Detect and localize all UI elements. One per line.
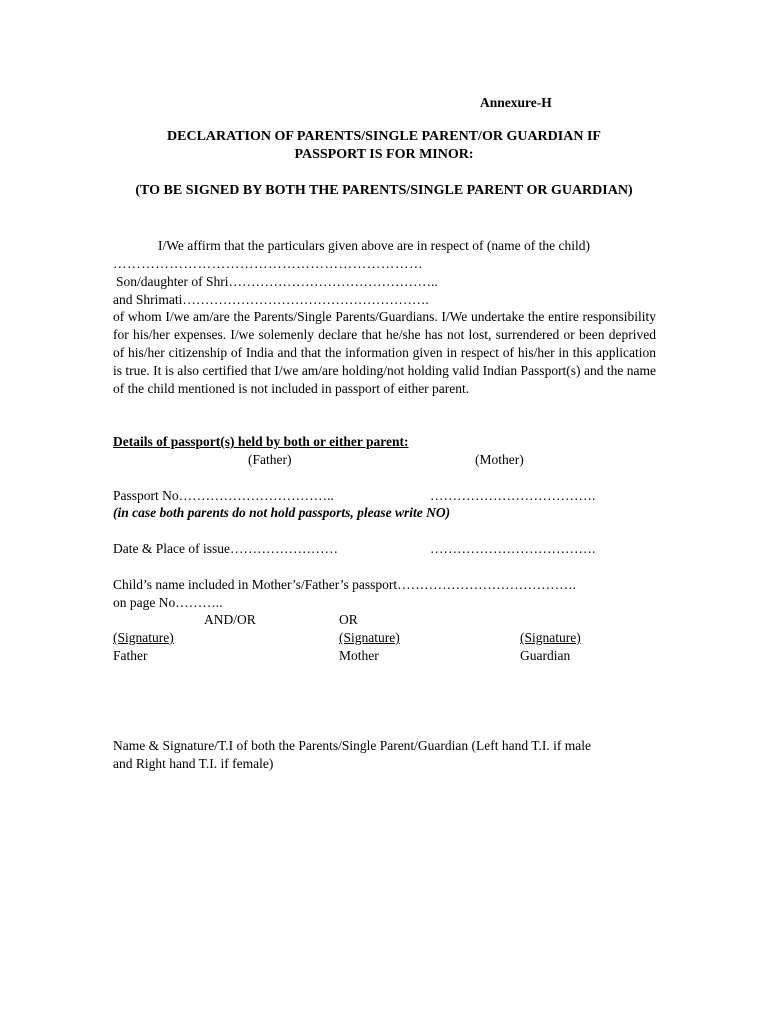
role-mother: Mother (339, 648, 379, 663)
heading-line-1: DECLARATION OF PARENTS/SINGLE PARENT/OR GUARDIAN IF (167, 129, 601, 144)
affirm-line: I/We affirm that the particulars given above are in respect of (name of the child) (158, 238, 590, 253)
childs-name-line: Child’s name included in Mother’s/Father’s passport…………………………………. (113, 577, 576, 592)
footer-line-2: and Right hand T.I. if female) (113, 756, 274, 771)
role-father: Father (113, 648, 148, 663)
shrimati-line: and Shrimati………………………………………………. (113, 292, 429, 307)
passport-note: (in case both parents do not hold passports, please write NO) (113, 505, 451, 520)
details-heading: Details of passport(s) held by both or either parent: (113, 434, 409, 449)
heading-line-3: (TO BE SIGNED BY BOTH THE PARENTS/SINGLE PARENT OR GUARDIAN) (135, 183, 633, 198)
declaration-paragraph: of whom I/we am/are the Parents/Single Parents/Guardians. I/We undertake the entire responsibility for his/her expenses. I/we solemenly declare that he/she has not lost, surrendered or been deprived of his/her citizenship of India and that the information given in respect of his/her in this application is true. It is also certified that I/we am/are holding/not holding valid Indian Passport(s) and the name of the child mentioned is not included in passport of either parent. (113, 309, 656, 396)
father-column-label: (Father) (248, 452, 292, 467)
and-or-label: AND/OR (204, 612, 256, 627)
signature-father: (Signature) (113, 630, 174, 645)
date-place-mother-dots: ………………………………. (430, 541, 596, 556)
heading-line-2: PASSPORT IS FOR MINOR: (294, 147, 474, 162)
passport-no-mother-dots: ………………………………. (430, 488, 596, 503)
signature-guardian: (Signature) (520, 630, 581, 645)
date-place-line: Date & Place of issue…………………… (113, 541, 338, 556)
child-name-dots: ………………………………………………………… (113, 256, 424, 271)
annexure-label: Annexure-H (480, 95, 552, 110)
footer-line-1: Name & Signature/T.I of both the Parents/Single Parent/Guardian (Left hand T.I. if male (113, 738, 591, 753)
signature-mother: (Signature) (339, 630, 400, 645)
or-label: OR (339, 612, 358, 627)
mother-column-label: (Mother) (475, 452, 524, 467)
role-guardian: Guardian (520, 648, 571, 663)
son-daughter-line: Son/daughter of Shri……………………………………….. (116, 274, 438, 289)
passport-no-line: Passport No…………………………….. (113, 488, 334, 503)
on-page-line: on page No……….. (113, 595, 223, 610)
